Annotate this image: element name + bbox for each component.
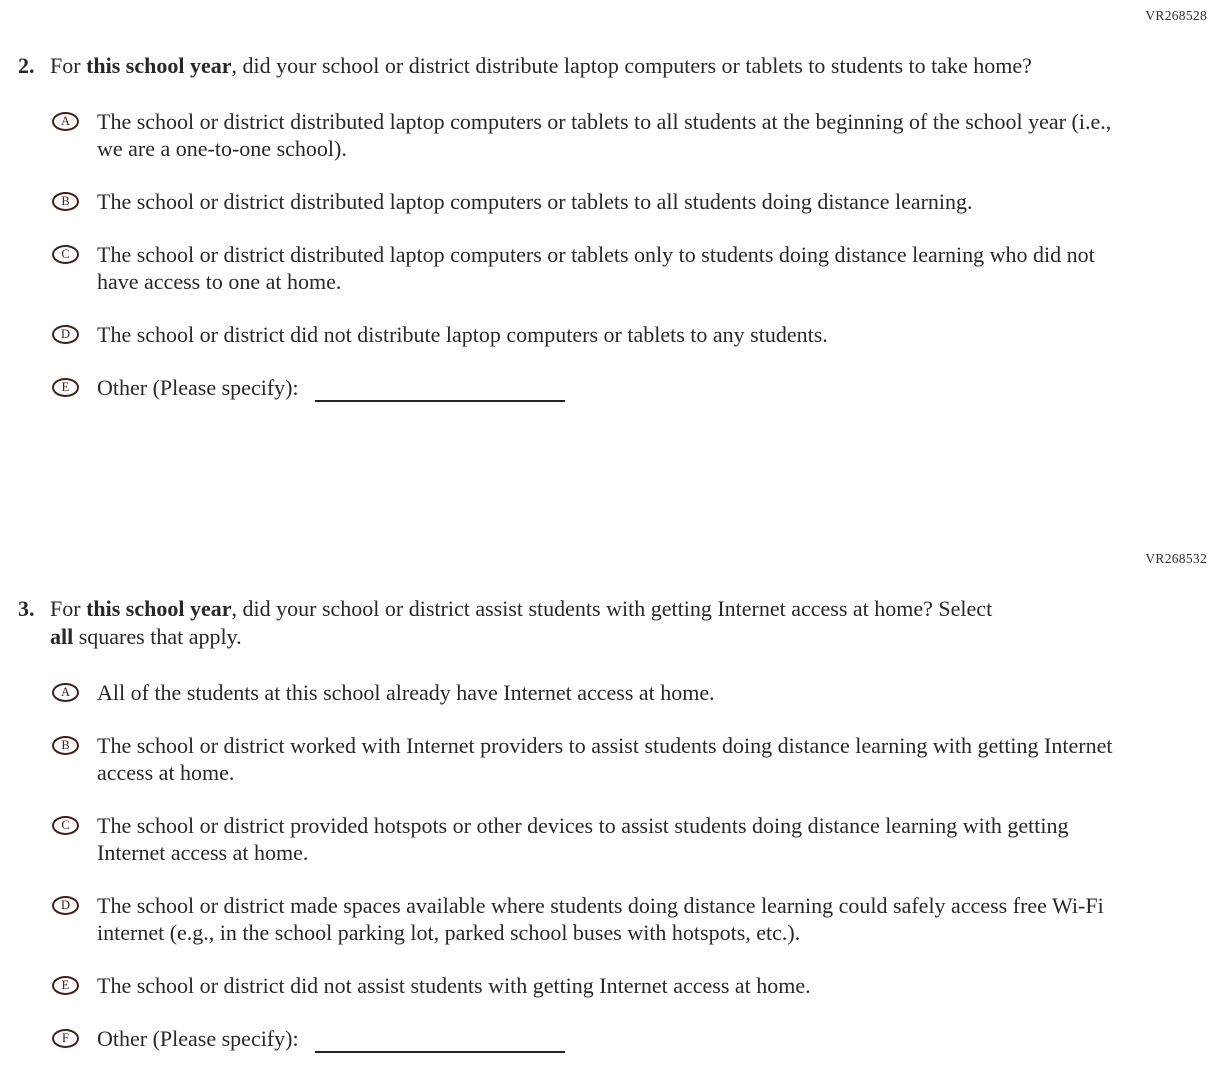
answer-bubble-c[interactable]: C [52,245,79,264]
question-2-prompt-row [0,52,1212,80]
option-text: The school or district did not assist students with getting Internet access at home. [97,973,811,998]
question-2-number: 2. [18,53,35,78]
prompt-segment: , did your school or district assist students with getting Internet access at home? Select [231,596,993,621]
answer-bubble-b[interactable]: B [52,192,79,211]
form-code-q2: VR268528 [1145,8,1207,23]
option-q2-a[interactable] [52,108,1212,162]
question-3-prompt-row [0,595,1212,651]
option-text: The school or district distributed laptop computers or tablets to all students doing distance learning. [97,189,973,214]
option-text: The school or district did not distribute laptop computers or tablets to any students. [97,322,828,347]
option-q2-e-other[interactable] [52,374,1212,401]
option-text: The school or district distributed laptop computers or tablets only to students doing distance learning who did not have access to one at home. [97,242,1095,294]
prompt-segment: For [50,596,87,621]
question-3-prompt [50,595,995,651]
question-3-options [52,679,1212,1052]
form-code-q3: VR268532 [1145,551,1207,566]
option-q2-d[interactable] [52,321,1212,348]
answer-bubble-e[interactable]: E [52,378,79,397]
question-2-prompt [50,52,1032,80]
prompt-segment: , did your school or district distribute laptop computers or tablets to students to take home? [231,53,1032,78]
option-text-other [97,1025,565,1052]
option-text: The school or district distributed laptop computers or tablets to all students at the beginning of the school year (i.e., we are a one-to-one school). [97,109,1112,161]
prompt-segment-bold: all [50,624,74,649]
other-label: Other (Please specify): [97,375,299,400]
question-3-block [0,551,1212,1052]
option-q2-c[interactable] [52,241,1212,295]
option-q3-f-other[interactable] [52,1025,1212,1052]
answer-bubble-d[interactable]: D [52,325,79,344]
prompt-segment: For [50,53,87,78]
question-2-block [0,0,1212,401]
prompt-segment: squares that apply. [73,624,242,649]
other-label: Other (Please specify): [97,1026,299,1051]
option-text: The school or district provided hotspots or other devices to assist students doing distance learning with getting Internet access at home. [97,813,1069,865]
answer-bubble-a[interactable]: A [52,683,79,702]
other-specify-input-line[interactable] [315,1050,565,1053]
option-q3-b[interactable] [52,732,1212,786]
answer-bubble-f[interactable]: F [52,1029,79,1048]
option-q2-b[interactable] [52,188,1212,215]
answer-bubble-e[interactable]: E [52,976,79,995]
prompt-segment-bold: this school year [86,53,232,78]
option-text: All of the students at this school already have Internet access at home. [97,680,715,705]
answer-bubble-c[interactable]: C [52,816,79,835]
option-q3-a[interactable] [52,679,1212,706]
option-q3-d[interactable] [52,892,1212,946]
other-specify-input-line[interactable] [315,399,565,402]
option-q3-e[interactable] [52,972,1212,999]
answer-bubble-d[interactable]: D [52,896,79,915]
answer-bubble-b[interactable]: B [52,736,79,755]
question-3-number: 3. [18,596,35,621]
question-2-options [52,108,1212,401]
prompt-segment-bold: this school year [86,596,232,621]
option-q3-c[interactable] [52,812,1212,866]
option-text: The school or district worked with Internet providers to assist students doing distance learning with getting Internet access at home. [97,733,1113,785]
option-text: The school or district made spaces available where students doing distance learning could safely access free Wi-Fi internet (e.g., in the school parking lot, parked school buses with hotspots, etc.). [97,893,1104,945]
answer-bubble-a[interactable]: A [52,112,79,131]
option-text-other [97,374,565,401]
